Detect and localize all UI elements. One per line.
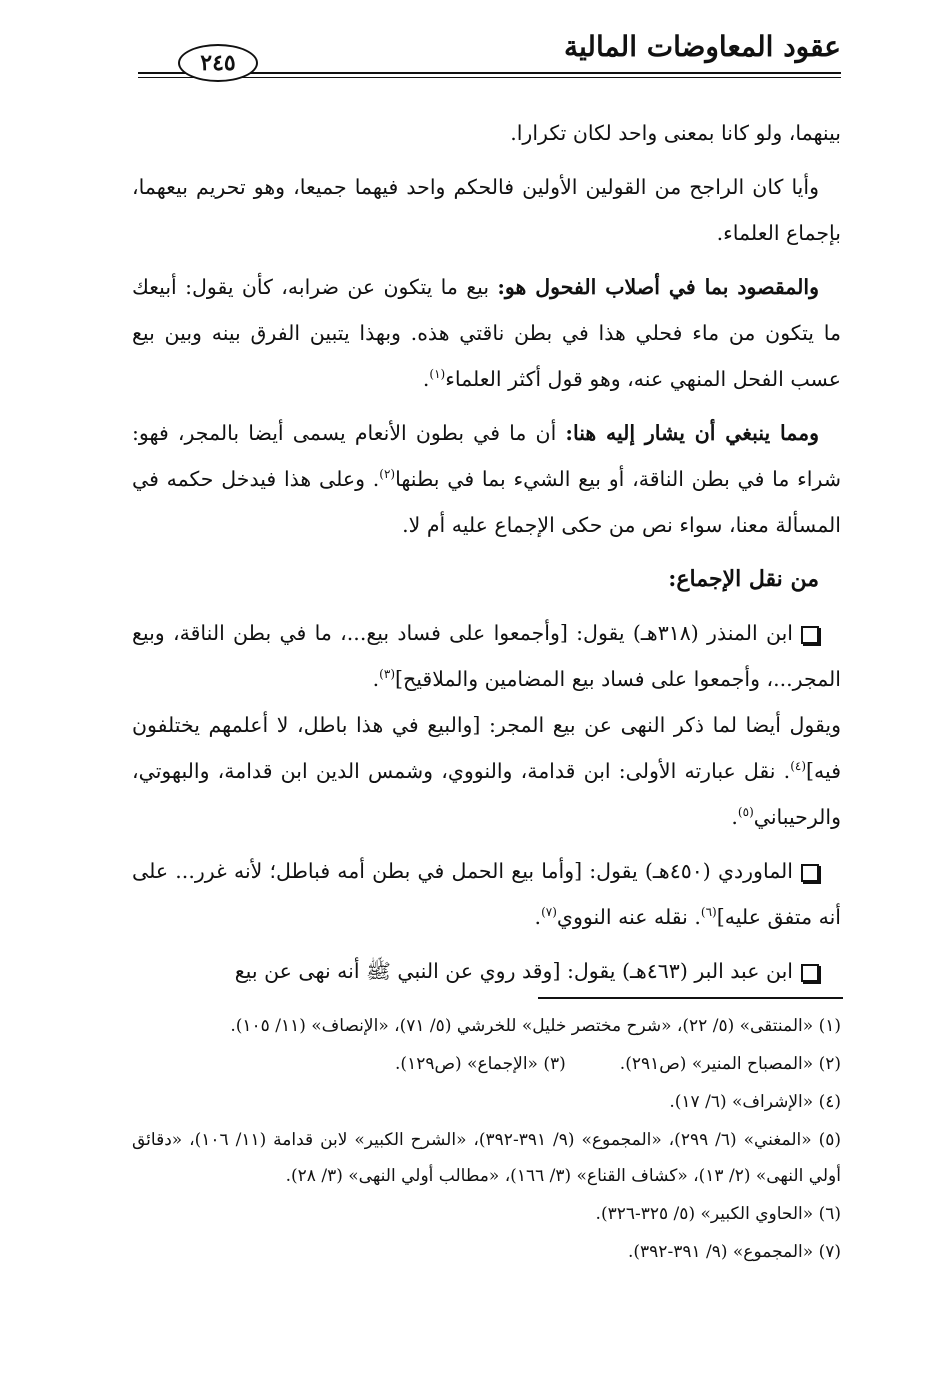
footnote: (٧) «المجموع» (٩/ ٣٩١-٣٩٢).: [627, 1242, 841, 1262]
term-heading: ومما ينبغي أن يشار إليه هنا:: [565, 421, 819, 445]
checkbox-icon: [801, 626, 819, 644]
list-item-text: . نقل عبارته الأولى: ابن قدامة، والنووي، وشمس الدين ابن قدامة، والبهوتي، والرحيباني: [132, 759, 841, 829]
footnote: (١) «المنتقى» (٥/ ٢٢)، «شرح مختصر خليل» للخرشي (٥/ ٧١)، «الإنصاف» (١١/ ١٠٥).: [230, 1016, 841, 1036]
paragraph-text: أن ما في بطون الأنعام يسمى أيضا بالمجر، فهو: شراء ما في بطن الناقة، أو بيع الشيء بما في بطنها: [132, 421, 841, 491]
punctuation: .: [534, 905, 542, 929]
list-item: [132, 848, 841, 940]
footnote-separator: [538, 997, 843, 999]
list-item-text: . نقله عنه النووي: [556, 905, 701, 929]
footnote-ref[interactable]: (٦): [700, 905, 717, 920]
punctuation: .: [372, 667, 380, 691]
paragraph-text: بيع ما يتكون عن ضرابه، كأن يقول: أبيعك ما يتكون من ماء فحلي هذا في بطن ناقتي هذه. وبهذا يتبين الفرق بينه وبين بيع عسب الفحل المنهي عنه، وهو قول أكثر العلماء: [132, 275, 841, 391]
list-item-text: ابن عبد البر (٤٦٣هـ) يقول: [وقد روي عن النبي ﷺ أنه نهى عن بيع: [234, 959, 793, 983]
paragraph-text: . وعلى هذا فيدخل حكمه في المسألة معنا، سواء نص من حكى الإجماع عليه أم لا.: [132, 467, 841, 537]
body-text: [132, 110, 841, 1002]
term-heading: والمقصود بما في أصلاب الفحول هو:: [497, 275, 819, 299]
footnote: (٢) «المصباح المنير» (ص٢٩١). (٣) «الإجماع» (ص١٢٩).: [395, 1054, 841, 1074]
page-number: ٢٤٥: [178, 44, 258, 82]
checkbox-icon: [801, 864, 819, 882]
paragraph: [132, 410, 841, 548]
footnote-ref[interactable]: (٤): [790, 759, 807, 774]
footnotes: [132, 1008, 841, 1272]
footnote-ref[interactable]: (٧): [541, 905, 557, 920]
section-heading: من نقل الإجماع:: [668, 566, 819, 592]
list-item: [132, 948, 841, 994]
footnote: (٤) «الإشراف» (٦/ ١٧).: [669, 1092, 841, 1112]
paragraph: [132, 264, 841, 402]
checkbox-icon: [801, 964, 819, 982]
list-item-text: ابن المنذر (٣١٨هـ) يقول: [وأجمعوا على فساد بيع...، ما في بطن الناقة، وبيع المجر...، وأجمعوا على فساد بيع المضامين والملاقيح]: [132, 621, 841, 691]
footnote-ref[interactable]: (١): [429, 367, 446, 382]
paragraph: [132, 164, 841, 256]
footnote: (٦) «الحاوي الكبير» (٥/ ٣٢٥-٣٢٦).: [595, 1204, 841, 1224]
paragraph-text: وأيا كان الراجح من القولين الأولين فالحكم واحد فيهما جميعا، وهو تحريم بيعهما، بإجماع العلماء.: [132, 175, 841, 245]
punctuation: .: [731, 805, 738, 829]
running-header-title: عقود المعاوضات المالية: [563, 30, 841, 63]
list-item-text: الماوردي (٤٥٠هـ) يقول: [وأما بيع الحمل في بطن أمه فباطل؛ لأنه غرر... على أنه متفق عليه]: [132, 859, 841, 929]
list-item: [132, 610, 841, 840]
footnote-ref[interactable]: (٢): [379, 467, 396, 482]
paragraph: [132, 110, 841, 156]
footnote-ref[interactable]: (٥): [737, 805, 754, 820]
punctuation: .: [422, 367, 430, 391]
footnote-ref[interactable]: (٣): [379, 667, 395, 682]
paragraph-text: بينهما، ولو كانا بمعنى واحد لكان تكرارا.: [510, 121, 841, 145]
list-item-text: ويقول أيضا لما ذكر النهى عن بيع المجر: [والبيع في هذا باطل، لا أعلمهم يختلفون فيه]: [132, 713, 841, 783]
footnote: (٥) «المغني» (٦/ ٢٩٩)، «المجموع» (٩/ ٣٩١-٣٩٢)، «الشرح الكبير» لابن قدامة (١١/ ١٠٦)، «دقائق أولي النهى» (٢/ ١٣)، «كشاف القناع» (٣/ ١٦٦)، «مطالب أولي النهى» (٣/ ٢٨).: [132, 1130, 841, 1186]
